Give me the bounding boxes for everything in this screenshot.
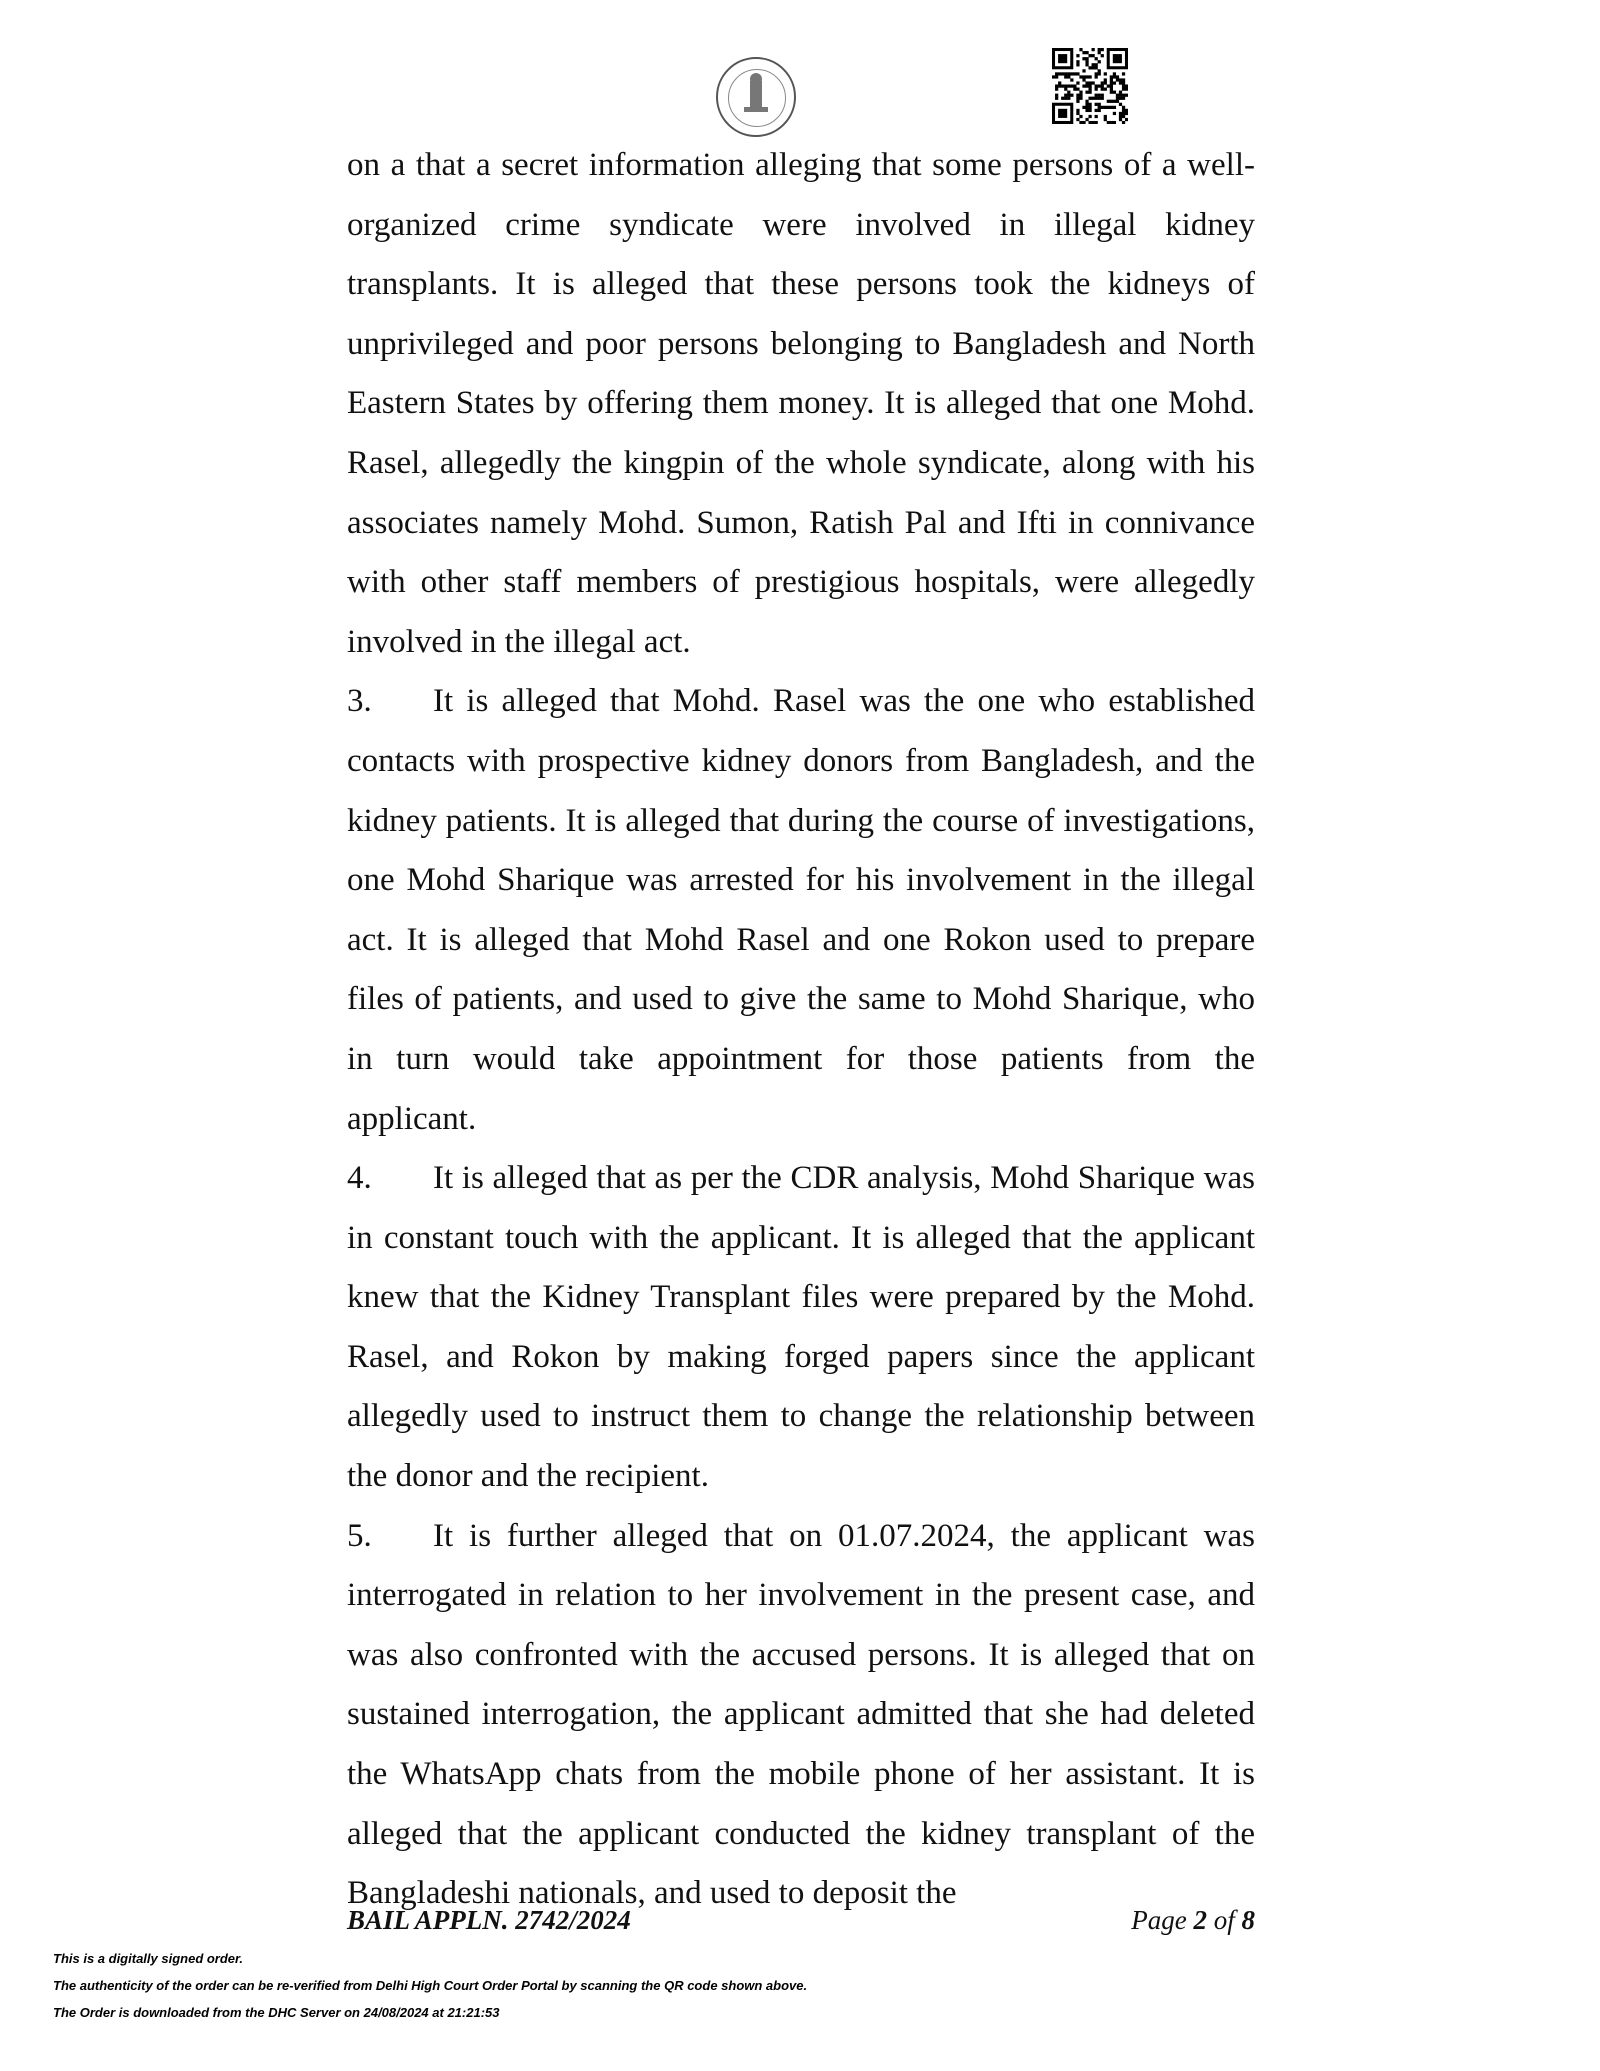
page-of-label: of bbox=[1213, 1905, 1235, 1935]
paragraph-5 bbox=[347, 1507, 1255, 1924]
signature-line: This is a digitally signed order. bbox=[53, 1951, 243, 1966]
paragraph-text: on a that a secret information alleging that some persons of a well-organized crime syndicate were involved in illegal kidney transplants. It is alleged that these persons took the kidneys of unprivileged and poor persons belonging to Bangladesh and North Eastern States by offering them money. It is alleged that one Mohd. Rasel, allegedly the kingpin of the whole syndicate, along with his associates namely Mohd. Sumon, Ratish Pal and Ifti in connivance with other staff members of prestigious hospitals, were allegedly involved in the illegal act. bbox=[347, 147, 1255, 660]
paragraph-text: It is alleged that as per the CDR analysis, Mohd Sharique was in constant touch with the applicant. It is alleged that the applicant knew that the Kidney Transplant files were prepared by the Mohd. Rasel, and Rokon by making forged papers since the applicant allegedly used to instruct them to change the relationship between the donor and the recipient. bbox=[347, 1160, 1255, 1495]
paragraph-continuation bbox=[347, 136, 1255, 672]
paragraph-number: 5. bbox=[347, 1517, 372, 1554]
case-number: BAIL APPLN. 2742/2024 bbox=[347, 1905, 631, 1935]
verification-line: The authenticity of the order can be re-verified from Delhi High Court Order Portal by scanning the QR code shown above. bbox=[53, 1978, 808, 1993]
paragraph-4 bbox=[347, 1149, 1255, 1507]
digital-signature-notice bbox=[53, 1945, 807, 2026]
download-line: The Order is downloaded from the DHC Server on 24/08/2024 at 21:21:53 bbox=[53, 2005, 500, 2020]
page-current: 2 bbox=[1193, 1905, 1207, 1935]
page-indicator bbox=[1128, 1905, 1255, 1936]
paragraph-number: 4. bbox=[347, 1160, 372, 1197]
court-seal-icon bbox=[716, 57, 796, 137]
paragraph-text: It is alleged that Mohd. Rasel was the one who established contacts with prospective kidney donors from Bangladesh, and the kidney patients. It is alleged that during the course of investigations, one Mohd Sharique was arrested for his involvement in the illegal act. It is alleged that Mohd Rasel and one Rokon used to prepare files of patients, and used to give the same to Mohd Sharique, who in turn would take appointment for those patients from the applicant. bbox=[347, 683, 1255, 1137]
qr-code-icon[interactable] bbox=[1052, 48, 1128, 124]
paragraph-text: It is further alleged that on 01.07.2024, the applicant was interrogated in relation to her involvement in the present case, and was also confronted with the accused persons. It is alleged that on sustained interrogation, the applicant admitted that she had deleted the WhatsApp chats from the mobile phone of her assistant. It is alleged that the applicant conducted the kidney transplant of the Bangladeshi nationals, and used to deposit the bbox=[347, 1517, 1255, 1912]
document-body bbox=[347, 136, 1255, 1924]
page-total: 8 bbox=[1241, 1905, 1255, 1935]
paragraph-number: 3. bbox=[347, 683, 372, 720]
page-label: Page bbox=[1131, 1905, 1187, 1935]
paragraph-3 bbox=[347, 672, 1255, 1149]
